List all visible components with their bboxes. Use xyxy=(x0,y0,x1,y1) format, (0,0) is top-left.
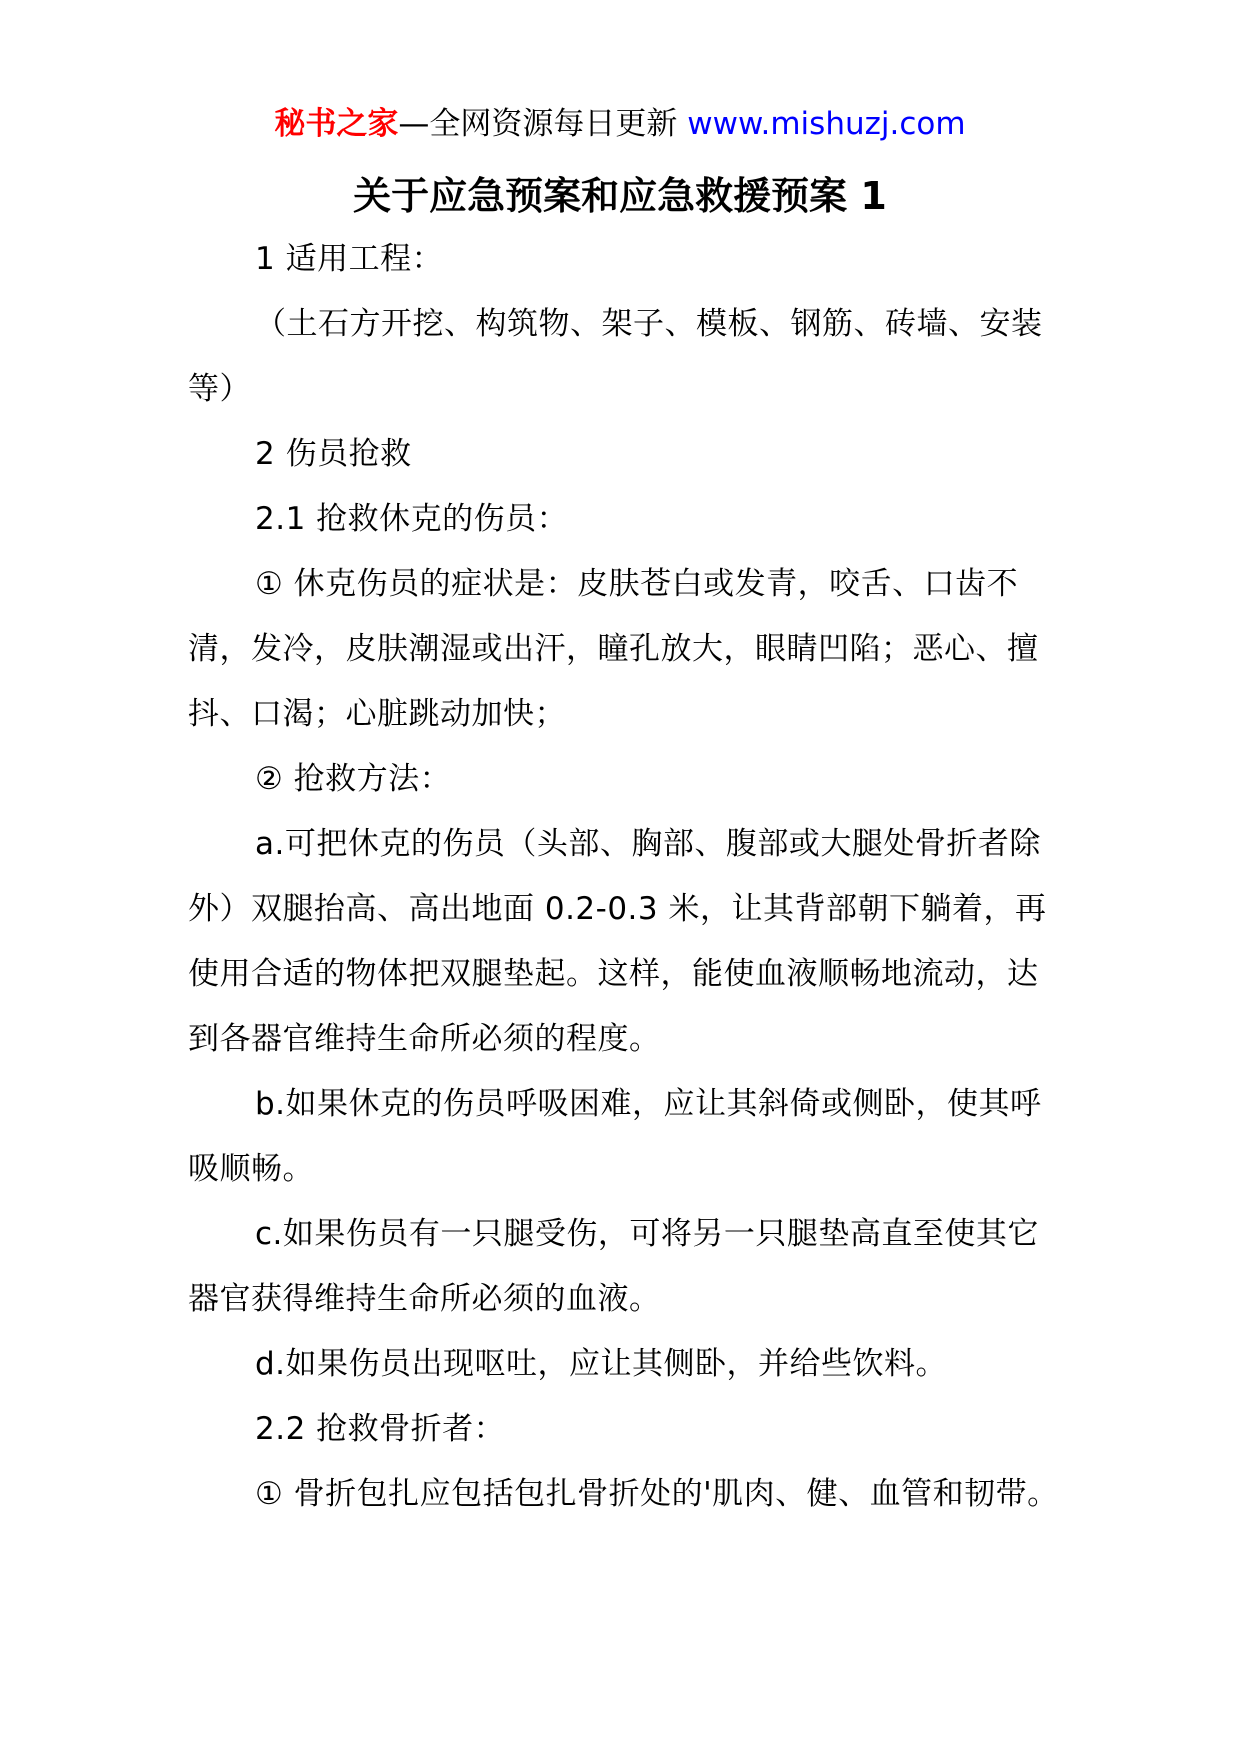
paragraph-method-a: a.可把休克的伤员（头部、胸部、腹部或大腿处骨折者除外）双腿抬高、高出地面 0.2-0.3 米，让其背部朝下躺着，再使用合适的物体把双腿垫起。这样，能使血液顺畅地流动，达到各器官维持生命所必须的程度。 xyxy=(188,826,1047,1057)
site-brand: 秘书之家 xyxy=(274,106,399,142)
paragraph-rescue-heading: 2 伤员抢救 xyxy=(255,436,412,472)
paragraph-method-b: b.如果休克的伤员呼吸困难，应让其斜倚或侧卧，使其呼吸顺畅。 xyxy=(188,1086,1042,1187)
paragraph-fracture-heading: 2.2 抢救骨折者： xyxy=(255,1411,506,1447)
paragraph-rescue-method-heading: ② 抢救方法： xyxy=(255,761,452,797)
paragraph-shock-heading: 2.1 抢救休克的伤员： xyxy=(255,501,569,537)
paragraph-method-d: d.如果伤员出现呕吐，应让其侧卧，并给些饮料。 xyxy=(255,1346,948,1382)
site-header xyxy=(0,102,1240,146)
paragraph-scope-items: （土石方开挖、构筑物、架子、模板、钢筋、砖墙、安装等） xyxy=(188,306,1043,407)
site-url-link[interactable]: www.mishuzj.com xyxy=(687,106,966,142)
document-body xyxy=(188,227,1068,1527)
paragraph-scope-heading: 1 适用工程： xyxy=(255,241,444,277)
paragraph-method-c: c.如果伤员有一只腿受伤，可将另一只腿垫高直至使其它器官获得维持生命所必须的血液。 xyxy=(188,1216,1039,1317)
site-tagline: —全网资源每日更新 xyxy=(398,106,688,142)
document-title: 关于应急预案和应急救援预案 1 xyxy=(353,174,887,218)
paragraph-shock-symptoms: ① 休克伤员的症状是：皮肤苍白或发青，咬舌、口齿不清，发冷，皮肤潮湿或出汗，瞳孔放大，眼睛凹陷；恶心、擅抖、口渴；心脏跳动加快； xyxy=(188,566,1039,732)
paragraph-fracture-bandage: ① 骨折包扎应包括包扎骨折处的'肌肉、健、血管和韧带。 xyxy=(255,1476,1059,1512)
